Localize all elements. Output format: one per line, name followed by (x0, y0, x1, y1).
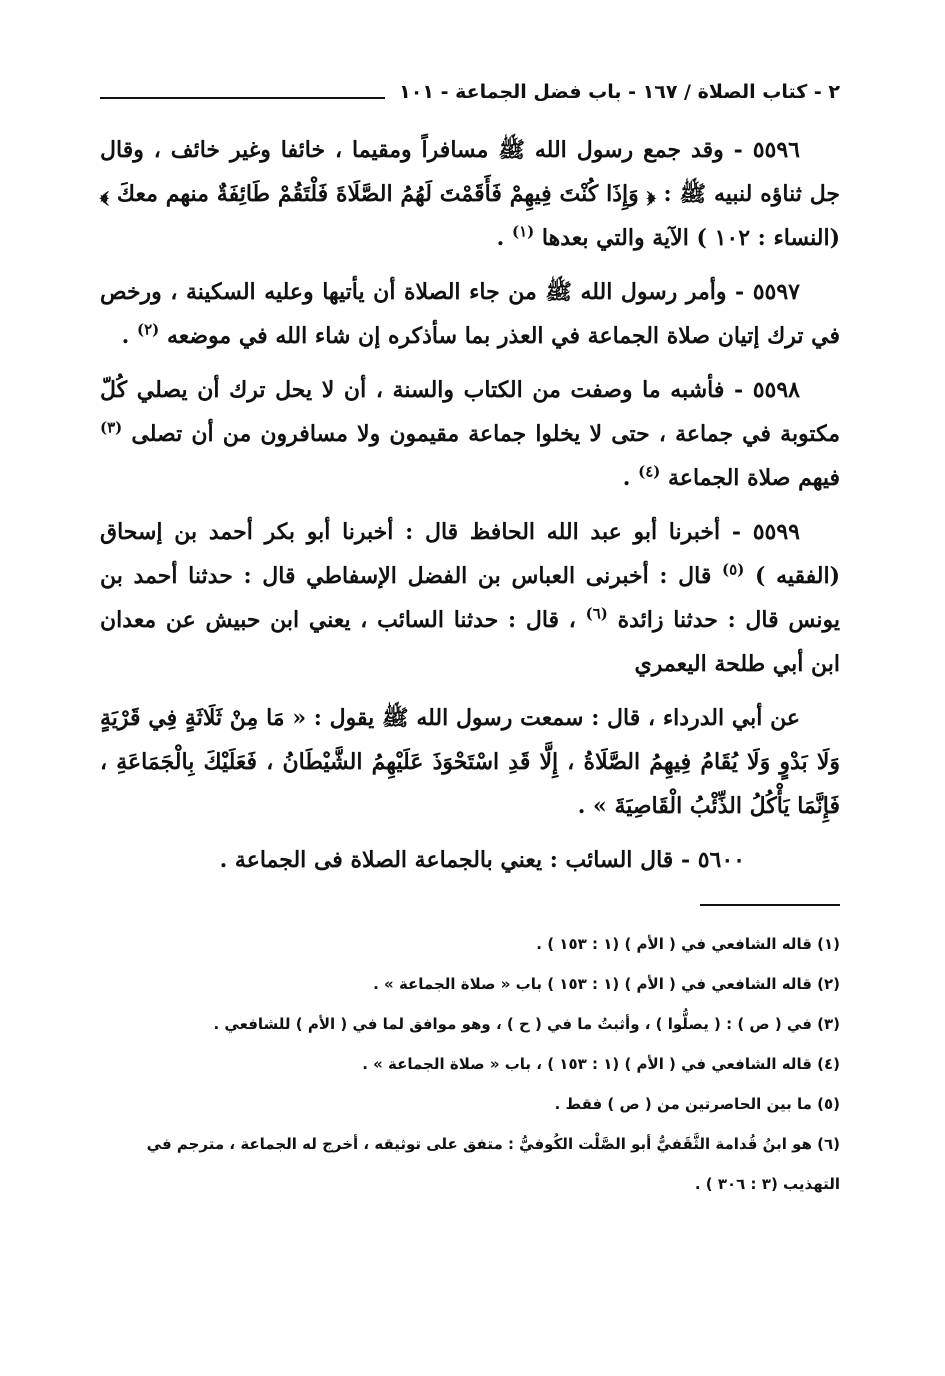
paragraph-5599 (100, 510, 840, 686)
footnote-1: (١) قاله الشافعي في ( الأم ) (١ : ١٥٣ ) . (536, 935, 840, 953)
running-header (100, 72, 840, 112)
paragraph-text: - وأمر رسول الله ﷺ من جاء الصلاة أن يأتيها وعليه السكينة ، ورخص في ترك إتيان صلاة الجماعة في العذر بما سأذكره إن شاء الله في موضعه (100, 279, 840, 349)
header-title: ٢ - كتاب الصلاة / ١٦٧ - باب فضل الجماعة - ١٠١ (399, 81, 840, 103)
quran-verse: ﴿ وَإِذَا كُنْتَ فِيهِمْ فَأَقَمْتَ لَهُمُ الصَّلَاةَ فَلْتَقُمْ طَائِفَةٌ منهم معكَ ﴾ (100, 181, 656, 207)
footnote-ref[interactable]: (٢) (137, 320, 160, 339)
paragraph-text: . (121, 323, 137, 349)
footnotes (100, 924, 840, 1204)
paragraph-text: عن أبي الدرداء ، قال : سمعت رسول الله ﷺ يقول : « (284, 705, 801, 731)
footnote-4: (٤) قاله الشافعي في ( الأم ) (١ : ١٥٣ ) ، باب « صلاة الجماعة » . (362, 1055, 840, 1073)
paragraph-number: ٥٥٩٦ (752, 137, 800, 163)
paragraph-text: - قال السائب : يعني بالجماعة الصلاة فى الجماعة . (219, 847, 698, 873)
paragraph-5596 (100, 128, 840, 260)
paragraph-number: ٥٦٠٠ (697, 847, 745, 873)
footnote-2: (٢) قاله الشافعي في ( الأم ) (١ : ١٥٣ ) باب « صلاة الجماعة » . (373, 975, 840, 993)
paragraph-text: - فأشبه ما وصفت من الكتاب والسنة ، أن لا يحل ترك أن يصلي كُلّ مكتوبة في جماعة ، حتى لا يخلوا جماعة مقيمون ولا مسافرون من أن تصلى (100, 377, 840, 447)
footnote-3: (٣) في ( ص ) : ( يصلُّوا ) ، وأثبتُ ما في ( ح ) ، وهو موافق لما في ( الأم ) للشافعي . (213, 1015, 840, 1033)
header-rule (100, 97, 385, 99)
footnote-ref[interactable]: (٥) (722, 560, 745, 579)
paragraph-text: - وقد جمع رسول الله ﷺ مسافراً ومقيما ، خائفا وغير خائف ، وقال جل ثناؤه لنبيه ﷺ : (100, 137, 840, 207)
footnote-6: (٦) هو ابنُ قُدامة الثَّقَفيُّ أبو الصَّلْت الكُوفيُّ : متفق على توثيقه ، أخرج له الجماعة ، مترجم في التهذيب (٣ : ٣٠٦ ) . (146, 1135, 840, 1193)
footnote-ref[interactable]: (٣) (100, 418, 123, 437)
paragraph-number: ٥٥٩٩ (752, 519, 800, 545)
footnote-separator (700, 904, 840, 906)
paragraph-text: (النساء : ١٠٢ ) الآية والتي بعدها (534, 225, 840, 251)
footnote-ref[interactable]: (١) (511, 222, 535, 241)
footnote-ref[interactable]: (٤) (638, 462, 661, 481)
main-text (100, 128, 840, 882)
paragraph-5600 (100, 838, 840, 882)
paragraph-text: قال : أخبرنى العباس بن الفضل الإسفاطي قال : حدثنا أحمد بن يونس قال : حدثنا زائدة (100, 563, 841, 633)
hadith-text: مَا مِنْ ثَلَاثَةٍ فِي قَرْيَةٍ وَلَا بَدْوٍ وَلَا يُقَامُ فِيهِمُ الصَّلَاةُ ، إِلَّا قَدِ اسْتَحْوَذَ عَلَيْهِمُ الشَّيْطَانُ ، فَعَلَيْكَ بِالْجَمَاعَةِ ، فَإِنَّمَا يَأْكُلُ الذِّئْبُ الْقَاصِيَةَ (100, 705, 840, 819)
paragraph-text: فيهم صلاة الجماعة (660, 465, 840, 491)
paragraph-number: ٥٥٩٨ (752, 377, 800, 403)
paragraph-5597 (100, 270, 840, 358)
paragraph-text: . (496, 225, 512, 251)
footnote-ref[interactable]: (٦) (585, 604, 608, 623)
paragraph-number: ٥٥٩٧ (752, 279, 800, 305)
paragraph-5598 (100, 368, 840, 500)
paragraph-text: . (622, 465, 639, 491)
paragraph-text: - أخبرنا أبو عبد الله الحافظ قال : أخبرنا أبو بكر أحمد بن إسحاق (الفقيه ) (100, 519, 840, 589)
footnote-5: (٥) ما بين الحاصرتين من ( ص ) فقط . (554, 1095, 840, 1113)
paragraph-text: ، قال : حدثنا السائب ، يعني ابن حبيش عن معدان ابن أبي طلحة اليعمري (100, 607, 840, 677)
paragraph-text: » . (577, 793, 615, 819)
book-page (100, 72, 840, 1204)
hadith-paragraph (100, 696, 840, 828)
